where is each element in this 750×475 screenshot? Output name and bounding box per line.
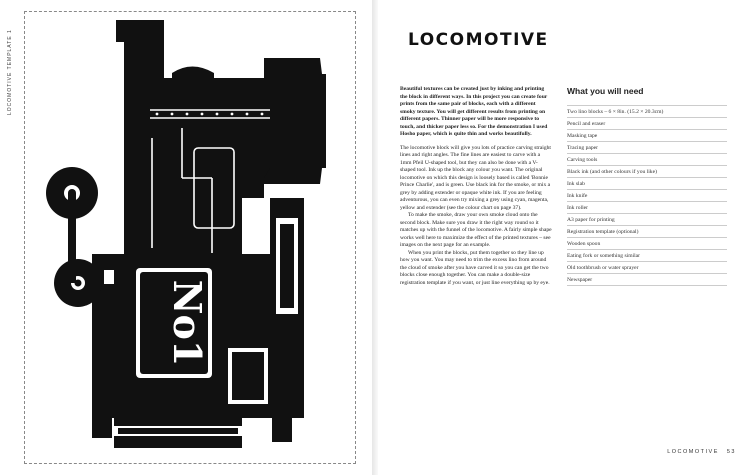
funnel-shape — [264, 58, 326, 184]
template-side-label: LOCOMOTIVE TEMPLATE 1 — [7, 29, 13, 115]
base-frame-inner — [118, 428, 238, 434]
materials-item: Newspaper — [567, 274, 727, 286]
materials-box — [567, 86, 727, 286]
body-text-column — [400, 86, 552, 287]
connecting-rod — [68, 193, 76, 283]
locomotive-silhouette — [32, 18, 352, 458]
body-paragraph-1: The locomotive block will give you lots of practice carving straight lines and right angles. The fine lines are easiest to carve with a 1mm Pfeil U-shaped tool, but they can also be done with a V-shaped tool. Ink up the block any colour you want. The original locomotive on which this design is loosely based is called 'Bonnie Prince Charlie', and is green. Use black ink for the smoke, or mix a grey by adding extender or opaque white ink. If you are feeling adventurous, you can even try mixing a grey using cyan, magenta, yellow and extender (see the colour chart on page 37). — [400, 144, 551, 211]
materials-item: Old toothbrush or water sprayer — [567, 262, 727, 274]
body-paragraph-3: When you print the blocks, put them together so they line up how you want. You may need to trim the excess lino from around the cloud of smoke after you have carved it so you can get the two blocks close enough together. You can make a double-size registration template if you want, or just line everything up by eye. — [400, 249, 550, 286]
materials-item: Eating fork or something similar — [567, 250, 727, 262]
step-right — [272, 418, 292, 442]
materials-item: A3 paper for printing — [567, 214, 727, 226]
materials-item: Carving tools — [567, 154, 727, 166]
materials-item: Registration template (optional) — [567, 226, 727, 238]
materials-title: What you will need — [567, 86, 644, 96]
materials-item: Black ink (and other colours if you like) — [567, 166, 727, 178]
materials-item: Tracing paper — [567, 142, 727, 154]
cab-roof — [116, 20, 136, 42]
materials-item: Wooden spoon — [567, 238, 727, 250]
materials-item: Ink slab — [567, 178, 727, 190]
materials-item: Ink knife — [567, 190, 727, 202]
materials-item: Two lino blocks – 6 × 8in. (15.2 × 20.3cm) — [567, 106, 727, 118]
smokebox-door-inner — [280, 224, 294, 308]
number-plate-text: No1 — [165, 279, 210, 367]
page-footer — [659, 449, 736, 455]
intro-paragraph: Beautiful textures can be created just by inking and printing the block in different ways. In this project you can create four prints from the same pair of blocks, each with a different smoky texture. You will get different results from printing on different papers. Thinner paper will be more responsive to touch, and thicker paper less so. For the demonstration I used Hosho paper, which is quite thin and works beautifully. — [400, 86, 548, 137]
footer-title: LOCOMOTIVE — [667, 449, 719, 455]
right-page — [378, 0, 750, 475]
page-title: LOCOMOTIVE — [408, 30, 549, 50]
rod-joint-white — [98, 174, 112, 192]
materials-item: Masking tape — [567, 130, 727, 142]
materials-item: Ink roller — [567, 202, 727, 214]
materials-item: Pencil and eraser — [567, 118, 727, 130]
lower-panel-inner — [232, 352, 264, 400]
body-paragraph-2: To make the smoke, draw your own smoke cloud onto the second block. Make sure you draw it the right way round so it matches up with the funnel of the locomotive. A fairly simple shape works well here to maximize the effect of the printed textures – see images on the next page for an example. — [400, 212, 552, 248]
materials-list — [567, 105, 727, 286]
rod-joint-white-2 — [104, 270, 114, 284]
left-page — [0, 0, 372, 475]
page-number: 53 — [726, 449, 736, 455]
step-left — [92, 398, 112, 438]
